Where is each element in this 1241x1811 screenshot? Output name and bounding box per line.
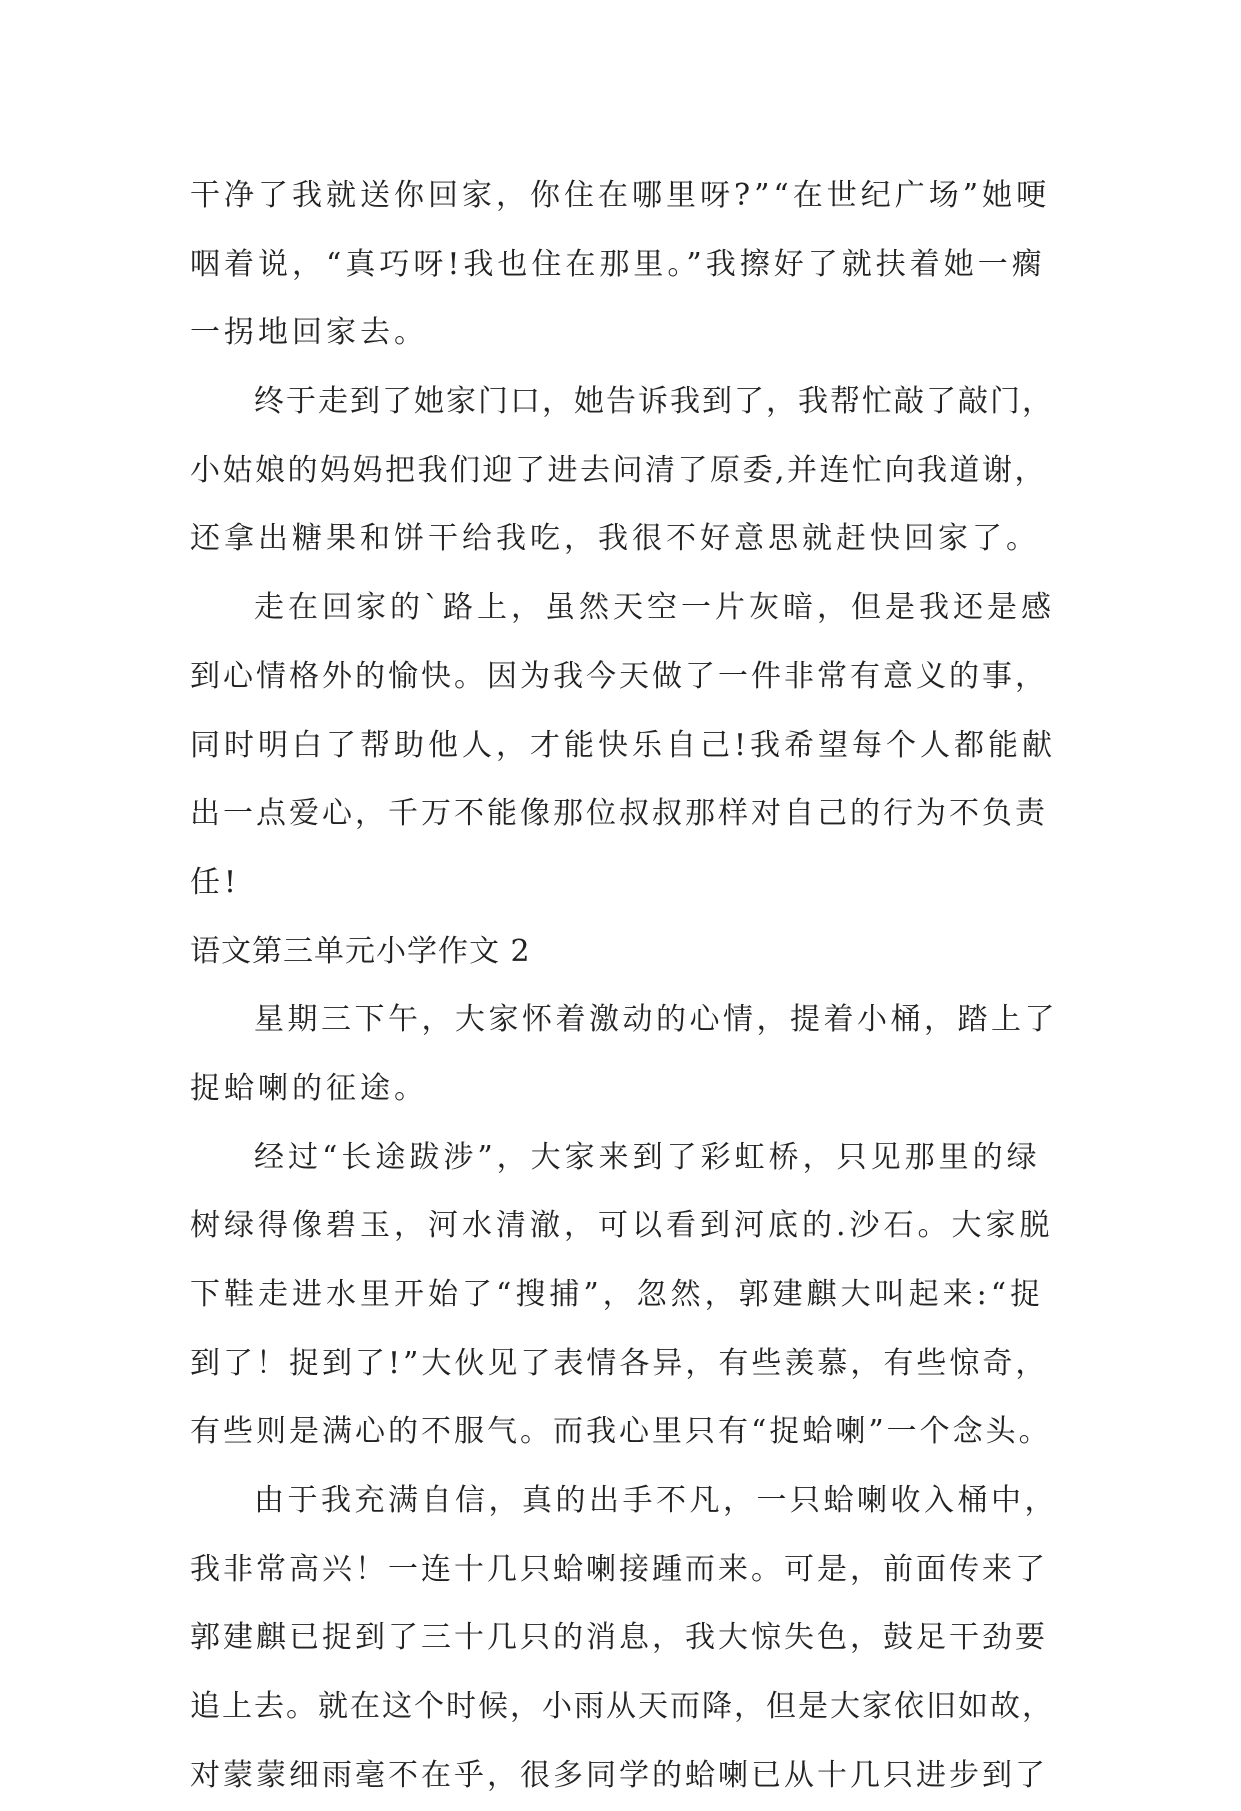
text-line: 我非常高兴！一连十几只蛤喇接踵而来。可是，前面传来了 — [190, 1551, 1048, 1587]
text-line: 经过“长途跋涉”，大家来到了彩虹桥，只见那里的绿 — [254, 1139, 1041, 1175]
text-line: 一拐地回家去。 — [190, 315, 428, 351]
text-line: 树绿得像碧玉，河水清澈，可以看到河底的.沙石。大家脱 — [190, 1208, 1054, 1244]
text-line: 任! — [190, 864, 241, 900]
text-line: 对蒙蒙细雨毫不在乎，很多同学的蛤喇已从十几只进步到了 — [190, 1757, 1048, 1793]
text-line: 星期三下午，大家怀着激动的心情，提着小桶，踏上了 — [254, 1002, 1058, 1038]
text-line: 同时明白了帮助他人，才能快乐自己!我希望每个人都能献 — [190, 727, 1057, 763]
text-line: 下鞋走进水里开始了“搜捕”，忽然，郭建麒大叫起来:“捉 — [190, 1277, 1045, 1312]
section-title: 语文第三单元小学作文 2 — [190, 933, 531, 969]
essay-text — [190, 162, 1060, 1811]
text-line: 咽着说，“真巧呀!我也住在那里。”我擦好了就扶着她一瘸 — [190, 246, 1046, 282]
text-line: 终于走到了她家门口，她告诉我到了，我帮忙敲了敲门， — [254, 384, 1054, 420]
text-line: 由于我充满自信，真的出手不凡，一只蛤喇收入桶中， — [254, 1483, 1058, 1519]
text-line: 干净了我就送你回家，你住在哪里呀?”“在世纪广场”她哽 — [190, 178, 1051, 213]
text-line: 追上去。就在这个时候，小雨从天而降，但是大家依旧如故， — [190, 1689, 1054, 1725]
text-line: 郭建麒已捉到了三十几只的消息，我大惊失色，鼓足干劲要 — [190, 1620, 1048, 1656]
text-line: 出一点爱心，千万不能像那位叔叔那样对自己的行为不负责 — [190, 796, 1048, 832]
text-line: 捉蛤喇的征途。 — [190, 1070, 428, 1106]
text-line: 小姑娘的妈妈把我们迎了进去问清了原委,并连忙向我道谢， — [190, 452, 1048, 488]
text-line: 还拿出糖果和饼干给我吃，我很不好意思就赶快回家了。 — [190, 521, 1040, 557]
text-line: 到心情格外的愉快。因为我今天做了一件非常有意义的事， — [190, 658, 1048, 694]
text-line: 到了！捉到了!”大伙见了表情各异，有些羡慕，有些惊奇， — [190, 1345, 1049, 1381]
text-line: 走在回家的`路上，虽然天空一片灰暗，但是我还是感 — [254, 590, 1055, 626]
text-line: 有些则是满心的不服气。而我心里只有“捉蛤喇”一个念头。 — [190, 1414, 1052, 1450]
